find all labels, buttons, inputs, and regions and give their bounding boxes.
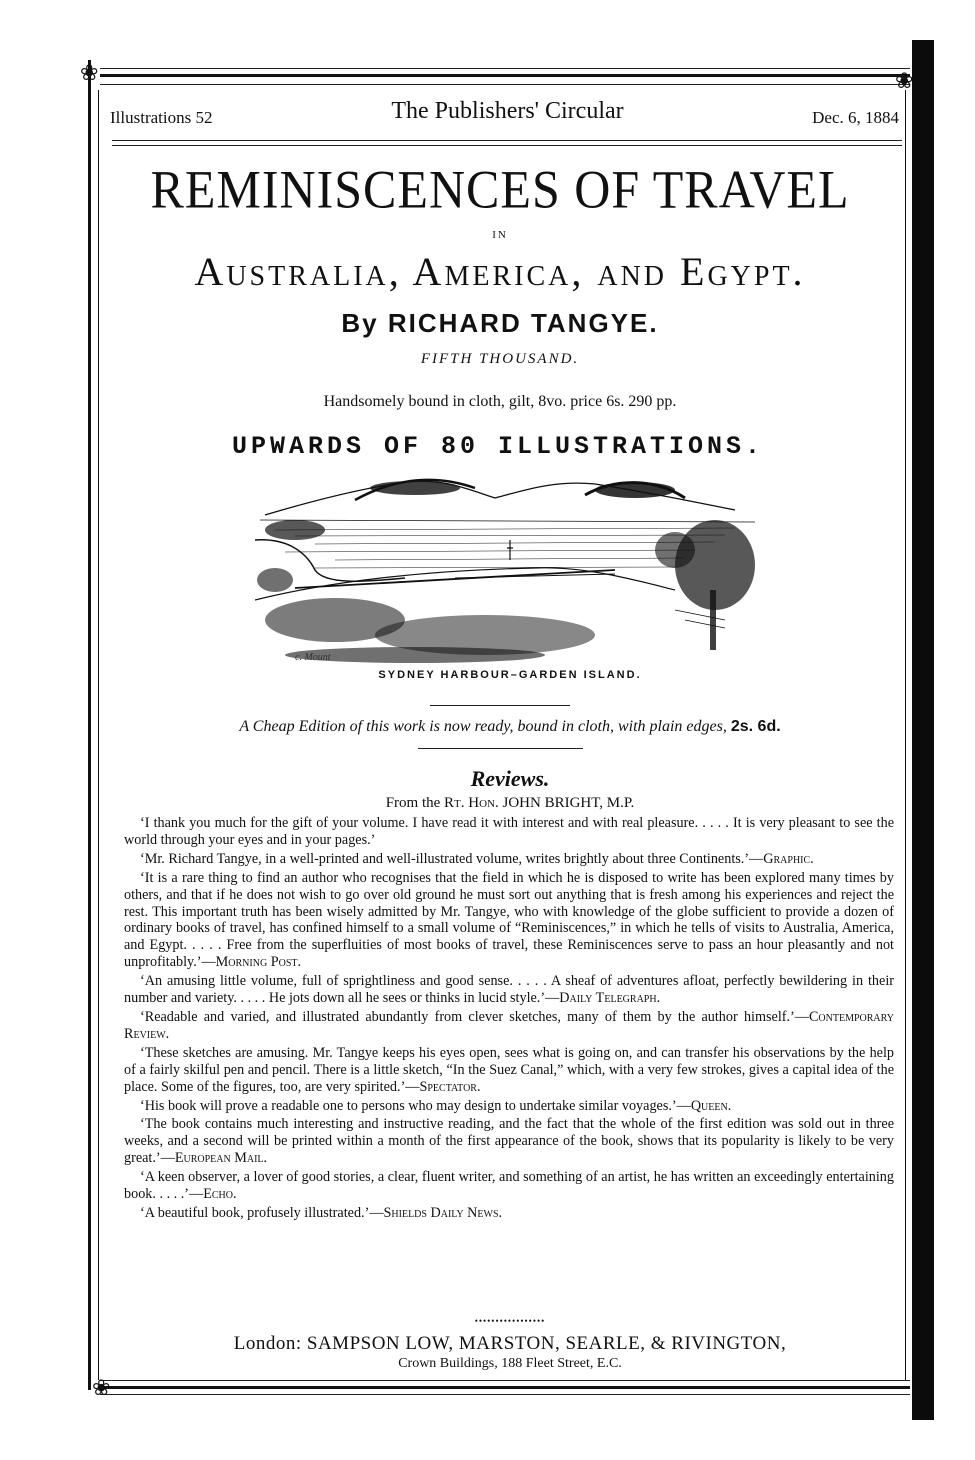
- book-author: By RICHARD TANGYE.: [341, 308, 659, 338]
- review-source: Spectator.: [419, 1078, 481, 1095]
- ornamental-divider: •••••••••••••••••: [474, 1316, 546, 1326]
- review-text: ‘The book contains much interesting and instructive reading, and the fact that the whole of the first edition was sold out in three weeks, and a second will be printed within a month of the first appearance of the book, shows that its popularity is likely to be very great.’—: [124, 1116, 894, 1167]
- review-text: ‘It is a rare thing to find an author who recognises that the field in which he is disposed to write has been explored many times by others, and that if he does not wish to go over old ground he must sort out anything that is fresh among his experiences and reject the rest. This important truth has been wisely admitted by Mr. Tangye, who with knowledge of the globe sufficient to provide a dozen of ordinary books of travel, has confined himself to a small volume of “Reminiscences,” in which he tells of visits to Australia, America, and Egypt. . . . . Free from the superfluities of most books of travel, these Reminiscences serve to pass an hour pleasantly and not unprofitably.’—: [124, 869, 894, 971]
- review-source: Echo.: [203, 1186, 237, 1203]
- bottom-rule-thick: [100, 1386, 910, 1389]
- divider: [430, 705, 570, 706]
- corner-ornament-icon: ❀: [895, 68, 914, 93]
- reviews-heading: Reviews.: [470, 766, 550, 791]
- cheap-edition-text: A Cheap Edition of this work is now ready, bound in cloth, with plain edges,: [239, 718, 727, 735]
- bottom-rule: [100, 1380, 910, 1381]
- review-item: [124, 1098, 894, 1115]
- publisher-address: Crown Buildings, 188 Fleet Street, E.C.: [398, 1356, 622, 1371]
- bottom-rule-inner: [100, 1394, 910, 1395]
- review-source: Morning Post.: [215, 954, 302, 971]
- review-item: [124, 1205, 894, 1222]
- from-line: [100, 795, 920, 812]
- review-item: [124, 1009, 894, 1043]
- cheap-edition-price: 2s. 6d.: [730, 718, 781, 735]
- reviews-list: [124, 815, 894, 1224]
- issue-date: Dec. 6, 1884: [812, 108, 899, 127]
- title-connector: IN: [492, 229, 508, 241]
- svg-text:c. Mount: c. Mount: [295, 652, 331, 663]
- review-item: [124, 1169, 894, 1203]
- review-item: [124, 1045, 894, 1096]
- from-name: JOHN BRIGHT, M.P.: [502, 795, 635, 811]
- header-rule: [112, 145, 902, 146]
- header-rule: [112, 140, 902, 141]
- page-header: [110, 98, 905, 138]
- review-text: ‘His book will prove a readable one to persons who may design to undertake similar voyages.’—: [140, 1097, 691, 1114]
- cheap-edition-note: [100, 718, 920, 736]
- review-source: Contemporary Review.: [124, 1008, 894, 1042]
- review-text: ‘A beautiful book, profusely illustrated.’—: [140, 1204, 384, 1221]
- publisher-line: London: SAMPSON LOW, MARSTON, SEARLE, & RIVINGTON,: [233, 1333, 787, 1354]
- divider: [418, 748, 583, 749]
- illustrations-page-number: Illustrations 52: [110, 108, 213, 127]
- review-item: [124, 851, 894, 868]
- edition-note: FIFTH THOUSAND.: [420, 351, 580, 367]
- corner-ornament-icon: ❀: [80, 60, 99, 85]
- from-honorific: Rt. Hon.: [444, 795, 499, 811]
- top-rule-inner: [100, 84, 910, 85]
- review-text: ‘Readable and varied, and illustrated abundantly from clever sketches, many of them by the author himself.’—: [140, 1008, 809, 1025]
- review-text: ‘A keen observer, a lover of good stories, a clear, fluent writer, and something of an artist, he has written an exceedingly entertaining book. . . . .’—: [124, 1169, 894, 1203]
- corner-ornament-icon: ❀: [92, 1375, 111, 1400]
- review-item: [124, 1116, 894, 1167]
- top-rule-thick: [100, 74, 910, 77]
- review-source: Daily Telegraph.: [559, 990, 661, 1007]
- review-item: [124, 815, 894, 849]
- from-prefix: From the: [385, 795, 441, 811]
- harbour-engraving: [255, 470, 760, 665]
- review-source: European Mail.: [174, 1150, 268, 1167]
- review-text: ‘I thank you much for the gift of your volume. I have read it with interest and with real pleasure. . . . . It is very pleasant to see the world through your eyes and in your pages.’: [124, 815, 894, 848]
- review-text: ‘These sketches are amusing. Mr. Tangye keeps his eyes open, sees what is going on, and can transfer his observations by the help of a fairly skilful pen and pencil. There is a little sketch, “In the Suez Canal,” which, with a very few strokes, gives a capital idea of the place. Some of the figures, too, are very spirited.’—: [124, 1044, 894, 1095]
- review-item: [124, 870, 894, 971]
- top-rule: [100, 68, 910, 69]
- review-source: Graphic.: [763, 850, 814, 867]
- review-source: Shields Daily News.: [383, 1204, 503, 1221]
- review-source: Queen.: [690, 1097, 732, 1114]
- review-text: ‘Mr. Richard Tangye, in a well-printed and well-illustrated volume, writes brightly about three Continents.’—: [140, 850, 764, 867]
- journal-title: The Publishers' Circular: [391, 98, 624, 124]
- illustrations-banner: UPWARDS OF 80 ILLUSTRATIONS.: [231, 432, 765, 461]
- review-text: ‘An amusing little volume, full of sprightliness and good sense. . . . . A sheaf of adventures afloat, perfectly bewildering in their number and variety. . . . . He jots down all he sees or thinks in lucid style.’—: [124, 973, 894, 1007]
- review-item: [124, 973, 894, 1007]
- binding-price: Handsomely bound in cloth, gilt, 8vo. price 6s. 290 pp.: [323, 393, 677, 410]
- book-subtitle: Australia, America, and Egypt.: [194, 249, 806, 294]
- picture-caption: SYDNEY HARBOUR–GARDEN ISLAND.: [378, 669, 642, 681]
- book-title: REMINISCENCES OF TRAVEL: [150, 158, 850, 220]
